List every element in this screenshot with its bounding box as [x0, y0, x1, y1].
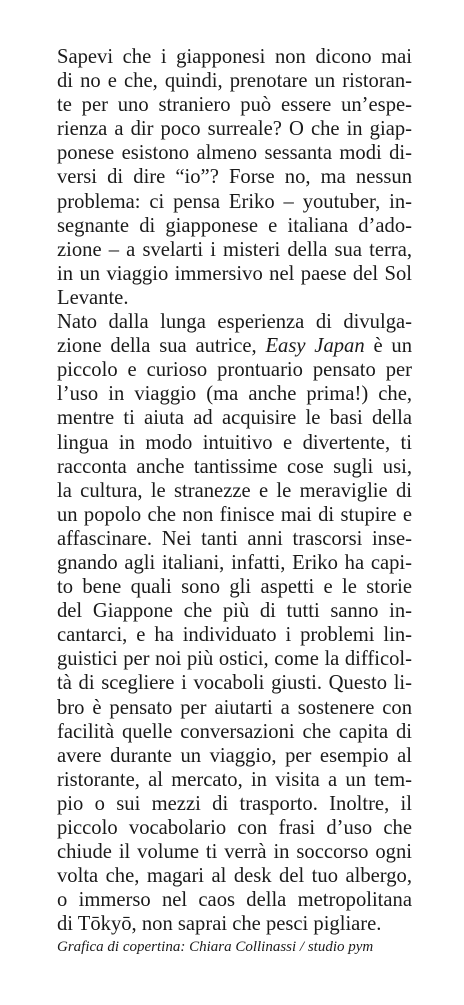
blurb-line: te per uno straniero può essere un’espe- [57, 94, 412, 117]
blurb-line: problema: ci pensa Eriko – youtuber, in- [57, 190, 412, 213]
blurb-line: versi di dire “io”? Forse no, ma nessun [57, 166, 412, 189]
blurb-line: gnando agli italiani, infatti, Eriko ha capi- [57, 551, 412, 574]
blurb-line [57, 334, 412, 358]
blurb-line: piccolo e curioso prontuario pensato per [57, 359, 412, 382]
blurb-text [57, 45, 412, 936]
blurb-line: avere durante un viaggio, per esempio al [57, 744, 412, 767]
blurb-line: affascinare. Nei tanti anni trascorsi inse- [57, 527, 412, 550]
blurb-line: ristorante, al mercato, in visita a un tem- [57, 768, 412, 791]
blurb-line: cantarci, e ha individuato i problemi lin- [57, 624, 412, 647]
blurb-line: segnante di giapponese e italiana d’ado- [57, 214, 412, 237]
blurb-line: la cultura, le stranezze e le meraviglie di [57, 479, 412, 502]
blurb-line: tà di scegliere i vocaboli giusti. Questo li- [57, 672, 412, 695]
blurb-line: mentre ti aiuta ad acquisire le basi della [57, 407, 412, 430]
blurb-line: Nato dalla lunga esperienza di divulga- [57, 311, 412, 334]
blurb-line: un popolo che non finisce mai di stupire e [57, 503, 412, 526]
blurb-line: facilità quelle conversazioni che capita di [57, 720, 412, 743]
blurb-line: l’uso in viaggio (ma anche prima!) che, [57, 383, 412, 406]
blurb-line: di Tōkyō, non saprai che pesci pigliare. [57, 913, 382, 936]
blurb-line: di no e che, quindi, prenotare un ristoran- [57, 70, 412, 93]
cover-credit: Grafica di copertina: Chiara Collinassi / studio pym [57, 939, 374, 955]
book-title: Easy Japan [265, 335, 365, 358]
blurb-line: guistici per noi più ostici, come la difficol- [57, 648, 412, 671]
blurb-line: bro è pensato per aiutarti a sostenere con [57, 696, 412, 719]
blurb-line: Sapevi che i giapponesi non dicono mai [57, 46, 412, 68]
blurb-line: racconta anche tantissime cose sugli usi, [57, 455, 412, 478]
blurb-line: rienza a dir poco surreale? O che in giap- [57, 118, 412, 141]
blurb-line: o immerso nel caos della metropolitana [57, 889, 412, 912]
blurb-line: in un viaggio immersivo nel paese del Sol [57, 262, 412, 285]
blurb-line: del Giappone che più di tutti sanno in- [57, 600, 412, 623]
blurb-line-part: è un [364, 335, 412, 358]
blurb-line: ponese esistono almeno sessanta modi di- [57, 142, 412, 165]
blurb-line: pio o sui mezzi di trasporto. Inoltre, il [57, 792, 412, 815]
blurb-line: piccolo vocabolario con frasi d’uso che [57, 817, 412, 839]
blurb-line: volta che, magari al desk del tuo albergo, [57, 865, 412, 888]
blurb-line: Levante. [57, 286, 129, 309]
blurb-line: lingua in modo intuitivo e divertente, ti [57, 431, 412, 454]
blurb-line: zione – a svelarti i misteri della sua terra, [57, 238, 412, 261]
blurb-line: to bene quali sono gli aspetti e le storie [57, 576, 412, 599]
blurb-line-part: zione della sua autrice, [57, 335, 266, 358]
blurb-line: chiude il volume ti verrà in soccorso ogni [57, 841, 412, 864]
